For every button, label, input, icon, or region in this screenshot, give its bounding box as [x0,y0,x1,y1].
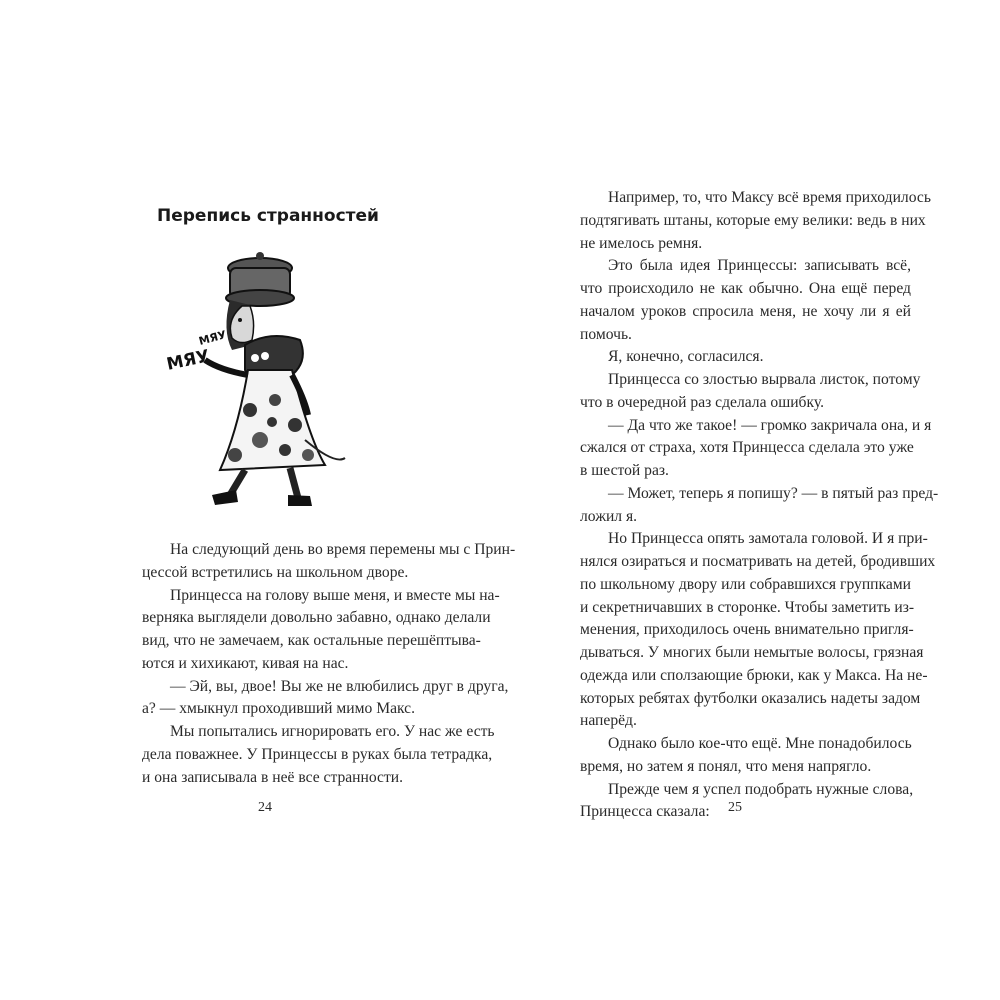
text-line: подтягивать штаны, которые ему велики: ведь в них [580,211,926,229]
text-line: Но Принцесса опять замотала головой. И я при- [608,530,928,548]
text-line: — Может, теперь я попишу? — в пятый раз пред- [608,484,939,502]
left-page [142,0,516,1000]
text-line: Принцесса на голову выше меня, и вместе мы на- [170,586,500,604]
text-line: верняка выглядели довольно забавно, однако делали [142,609,491,627]
text-line: вид, что не замечаем, как остальные перешёптыва- [142,632,481,649]
page-number: 25 [728,800,742,815]
text-line: время, но затем я понял, что меня напрягло. [580,757,872,775]
text-line: На следующий день во время перемены мы с Прин- [170,541,516,558]
text-line: не имелось ремня. [580,234,703,252]
text-line: что происходило не как обычно. Она ещё перед [580,280,911,297]
text-line: помочь. [580,325,632,343]
text-line: Например, то, что Максу всё время приходилось [608,189,931,206]
text-line: которых ребятах футболки оказались надеты задом [580,689,921,707]
text-line: началом уроков спросила меня, не хочу ли я ей [580,302,911,320]
text-line: — Да что же такое! — громко закричала она, и я [608,416,932,434]
text-line: Прежде чем я успел подобрать нужные слова, [608,780,914,798]
text-line: по школьному двору или собравшихся группками [580,575,911,593]
text-line: и она записывала в неё все странности. [142,768,404,786]
meow-lettering: МЯУ [164,346,212,375]
chapter-title: Перепись странностей [157,206,379,226]
text-line: одежда или сползающие брюки, как у Макса. На не- [580,666,928,684]
text-line: и секретничавших в сторонке. Чтобы заметить из- [580,598,915,616]
text-line: нялся озираться и посматривать на детей, бродивших [580,553,936,570]
text-line: в шестой раз. [580,462,669,479]
text-line: менения, приходилось очень внимательно пригля- [580,621,914,639]
meow-lettering: МЯУ [197,328,228,348]
text-line: дываться. У многих были немытые волосы, грязная [580,644,924,661]
text-line: Принцесса сказала: [580,803,710,821]
text-line: Принцесса со злостью вырвала листок, потому [608,371,921,388]
text-line: сжался от страха, хотя Принцесса сделала это уже [580,439,914,457]
text-line: цессой встретились на школьном дворе. [142,563,409,581]
text-line: Я, конечно, согласился. [608,348,764,366]
text-line: дела поважнее. У Принцессы в руках была тетрадка, [142,745,493,763]
text-line: что в очередной раз сделала ошибку. [580,393,824,411]
text-line: а? — хмыкнул проходивший мимо Макс. [142,700,415,718]
text-line: наперёд. [580,712,637,730]
text-line: — Эй, вы, двое! Вы же не влюбились друг в друга, [170,677,509,695]
left-body-text [142,539,516,789]
text-line: Однако было кое-что ещё. Мне понадобилось [608,735,912,752]
text-line: Мы попытались игнорировать его. У нас же есть [170,723,495,740]
page-number: 24 [258,800,272,815]
right-page [580,0,939,1000]
text-line: ложил я. [580,507,638,525]
text-line: ются и хихикают, кивая на нас. [142,654,349,672]
text-line: Это была идея Принцессы: записывать всё, [608,257,911,275]
right-body-text [580,187,939,824]
